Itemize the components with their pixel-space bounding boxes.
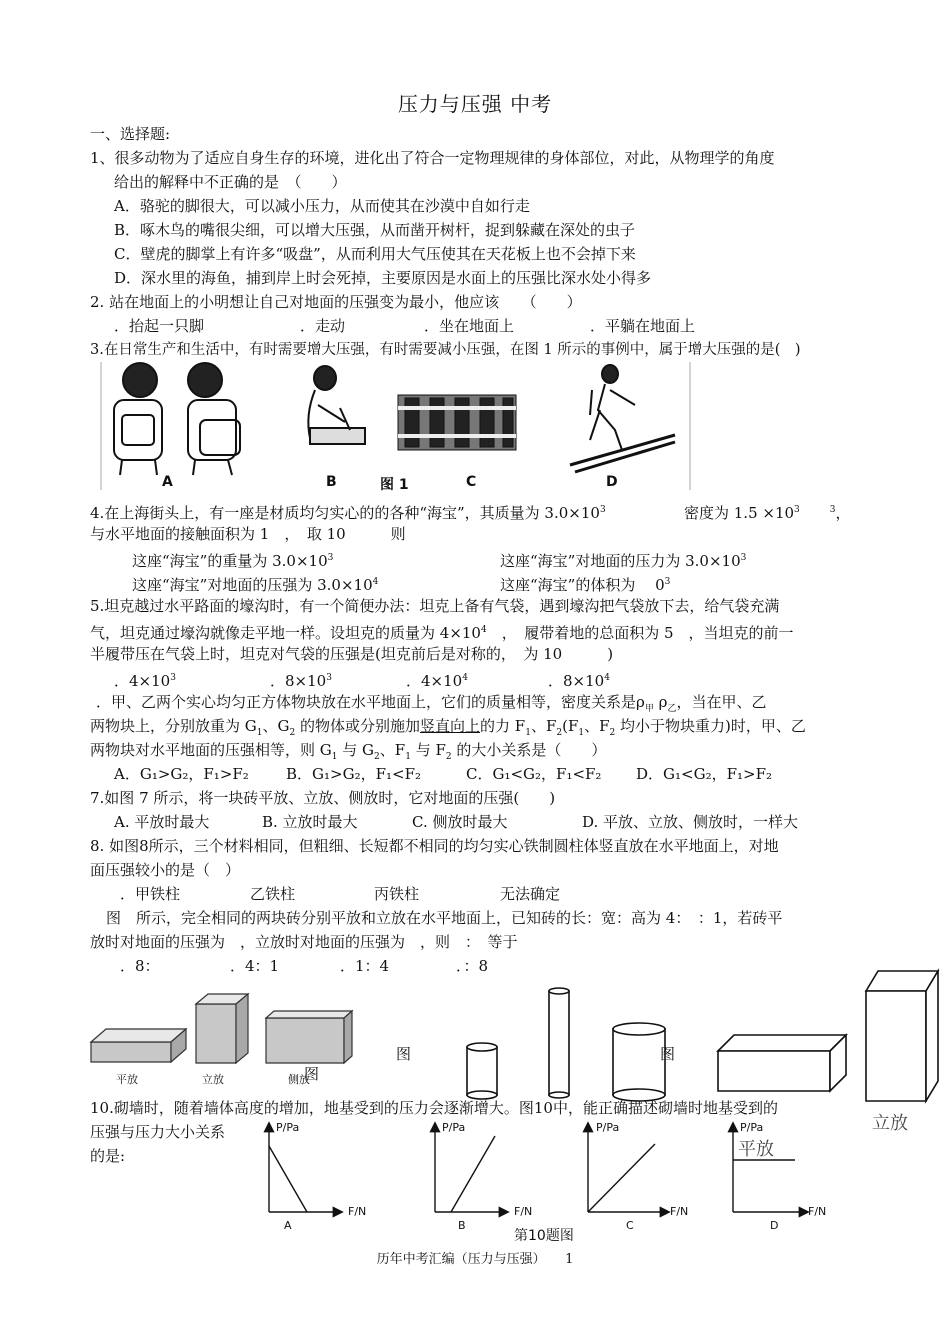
q2-stem: 2. 站在地面上的小明想让自己对地面的压强变为最小，他应该 （ ）: [90, 293, 582, 311]
q9-option-d: ．：8: [456, 957, 489, 975]
q5-option-a: ．$4\times 10^3$: [114, 672, 176, 690]
graph-a-label: A: [284, 1219, 292, 1232]
q5-option-b: ．$8\times 10^3$: [270, 672, 332, 690]
q8-stem-line2: 面压强较小的是（ ）: [90, 861, 241, 879]
q9-stem-line2: 放时对地面的压强为 ，立放时对地面的压强为 ，则 ： 等于: [90, 933, 518, 951]
q7-option-d: D. 平放、立放、侧放时，一样大: [582, 813, 799, 831]
q4-stem-line1b: 密度为 $1.5 \times 10^3$ $^3$，: [684, 504, 851, 522]
q7-option-b: B. 立放时最大: [262, 813, 358, 831]
q5-stem-line3: 半履带压在气袋上时，坦克对气袋的压强是(坦克前后是对称的， 为 10 ): [90, 645, 614, 663]
q6-option-d: D．G₁<G₂，F₁>F₂: [636, 765, 772, 783]
graph-c-line: [588, 1144, 655, 1212]
fig7-label-upright: 立放: [202, 1073, 224, 1086]
q7-option-a: A. 平放时最大: [114, 813, 210, 831]
q9-option-c: ．1：4: [340, 957, 390, 975]
fig1-label-b: B: [326, 474, 337, 490]
fig9-label-upright: 立放: [872, 1113, 908, 1134]
graph-d-ylabel: P/Pa: [740, 1121, 764, 1134]
q8-stem-line1: 8. 如图8所示，三个材料相同，但粗细、长短都不相同的均匀实心铁制圆柱体竖直放在水平地面上，对地: [90, 837, 779, 855]
page-title: 压力与压强 中考: [397, 92, 553, 116]
skier-drawing: [570, 365, 675, 472]
page-footer: 历年中考汇编（压力与压强） 1: [376, 1252, 574, 1267]
q8-option-a: ．甲铁柱: [120, 885, 181, 903]
graph-c-ylabel: P/Pa: [596, 1121, 620, 1134]
fig1-label-d: D: [606, 474, 618, 490]
q6-stem-line2: 两物块上，分别放重为 $G_1$、$G_2$ 的物体或分别施加竖直向上的力 $F_1$、$F_2(F_1$、$F_2$ 均小于物块重力)时，甲、乙: [90, 717, 806, 738]
cutting-person-drawing: [308, 366, 365, 444]
q4-stem-line2: 与水平地面的接触面积为 1 ， 取 10 则: [90, 525, 406, 543]
figure-10-graphs: [255, 1118, 855, 1238]
q7-option-c: C. 侧放时最大: [412, 813, 508, 831]
fig9-label-flat: 平放: [738, 1139, 774, 1160]
graph-d-label: D: [770, 1219, 779, 1232]
q3-stem: 3.在日常生产和生活中，有时需要增大压强，有时需要减小压强，在图 1 所示的事例中，属于增大压强的是( ): [90, 342, 801, 358]
figure-8-cylinders: [455, 985, 675, 1110]
graph-b-ylabel: P/Pa: [442, 1121, 466, 1134]
graph-a-xlabel: F/N: [348, 1205, 367, 1218]
fig7-label-side: 侧放: [288, 1073, 310, 1086]
q2-option-a: ．抬起一只脚: [114, 317, 205, 335]
q5-option-c: ．$4\times 10^4$: [406, 672, 468, 690]
fig1-label-c: C: [466, 474, 477, 490]
q6-option-b: B．G₁>G₂，F₁<F₂: [286, 765, 421, 783]
q1-option-a: A．骆驼的脚很大，可以减小压力，从而使其在沙漠中自如行走: [114, 197, 530, 215]
q1-option-b: B．啄木鸟的嘴很尖细，可以增大压强，从而凿开树杆，捉到躲藏在深处的虫子: [114, 221, 636, 239]
q7-stem: 7.如图 7 所示，将一块砖平放、立放、侧放时，它对地面的压强( ): [90, 789, 556, 807]
q4-option-a: 这座“海宝”的重量为 $3.0\times 10^3$: [132, 552, 334, 570]
fig7-caption: 图: [304, 1065, 320, 1083]
q1-stem-line1: 1、很多动物为了适应自身生存的环境，进化出了符合一定物理规律的身体部位，对此，从物理学的角度: [90, 149, 775, 167]
q6-stem-line3: 两物块对水平地面的压强相等，则 $G_1$ 与 $G_2$、$F_1$ 与 $F_2$ 的大小关系是（ ）: [90, 741, 607, 762]
q2-option-d: ．平躺在地面上: [590, 317, 696, 335]
q1-option-d: D．深水里的海鱼，捕到岸上时会死掉，主要原因是水面上的压强比深水处小得多: [114, 269, 652, 287]
q8-option-c: 丙铁柱: [374, 885, 420, 903]
graph-d-xlabel: F/N: [808, 1205, 827, 1218]
q6-option-a: A．G₁>G₂，F₁>F₂: [114, 765, 249, 783]
q4-option-d: 这座“海宝”的体积为 $0^3$: [500, 576, 671, 594]
railway-track-drawing: [398, 395, 516, 450]
backpack-kids-drawing: [114, 363, 240, 475]
graph-b-line: [451, 1136, 495, 1212]
graph-c-xlabel: F/N: [670, 1205, 689, 1218]
graph-b-xlabel: F/N: [514, 1205, 533, 1218]
q10-stem-line3: 的是:: [90, 1147, 126, 1165]
q8-option-b: 乙铁柱: [250, 885, 296, 903]
q2-option-b: ．走动: [300, 317, 346, 335]
graph-c-label: C: [626, 1219, 634, 1232]
q1-option-c: C．壁虎的脚掌上有许多“吸盘”，从而利用大气压使其在天花板上也不会掉下来: [114, 245, 636, 263]
q9-option-a: ．8：: [120, 957, 160, 975]
graph-a-line: [269, 1146, 307, 1212]
fig1-label-a: A: [162, 474, 173, 490]
q6-option-c: C．G₁<G₂，F₁<F₂: [466, 765, 602, 783]
q2-option-c: ．坐在地面上: [424, 317, 515, 335]
q4-option-b: 这座“海宝”对地面的压力为 $3.0\times 10^3$: [500, 552, 747, 570]
fig10-caption: 第10题图: [514, 1228, 574, 1244]
q9-stem-line1: 图 所示，完全相同的两块砖分别平放和立放在水平地面上，已知砖的长：宽：高为 4： ：1，若砖平: [106, 909, 783, 927]
q4-option-c: 这座“海宝”对地面的压强为 $3.0\times 10^4$: [132, 576, 379, 594]
fig8-caption: 图: [396, 1045, 412, 1063]
figure-7-bricks: [86, 985, 366, 1070]
q4-stem-line1: 4.在上海街头上，有一座是材质均匀实心的的各种“海宝”，其质量为 $3.0\times 10^3$: [90, 504, 606, 522]
graph-b-label: B: [458, 1219, 466, 1232]
fig9-caption: 图: [660, 1045, 676, 1063]
q6-stem-line1: ．甲、乙两个实心均匀正方体物块放在水平地面上，它们的质量相等，密度关系是$\rho_甲$ $\rho_乙$，当在甲、乙: [96, 693, 767, 714]
q5-stem-line2: 气，坦克通过壕沟就像走平地一样。设坦克的质量为 $4\times 10^4$ ， 履带着地的总面积为 5 ，当坦克的前一: [90, 624, 794, 642]
q8-option-d: 无法确定: [500, 885, 561, 903]
q10-stem-line1: 10.砌墙时，随着墙体高度的增加，地基受到的压力会逐渐增大。图10中，能正确描述砌墙时地基受到的: [90, 1099, 778, 1117]
q5-stem-line1: 5.坦克越过水平路面的壕沟时，有一个简便办法：坦克上备有气袋，遇到壕沟把气袋放下去，给气袋充满: [90, 597, 780, 615]
q9-option-b: ．4：1: [230, 957, 280, 975]
fig1-caption: 图 1: [380, 477, 409, 493]
q10-stem-line2: 压强与压力大小关系: [90, 1123, 226, 1141]
fig7-label-flat: 平放: [116, 1073, 138, 1086]
graph-a-ylabel: P/Pa: [276, 1121, 300, 1134]
q1-stem-line2: 给出的解释中不正确的是 （ ）: [114, 173, 347, 191]
section-heading: 一、选择题:: [90, 125, 171, 143]
q5-option-d: ．$8\times 10^4$: [548, 672, 610, 690]
